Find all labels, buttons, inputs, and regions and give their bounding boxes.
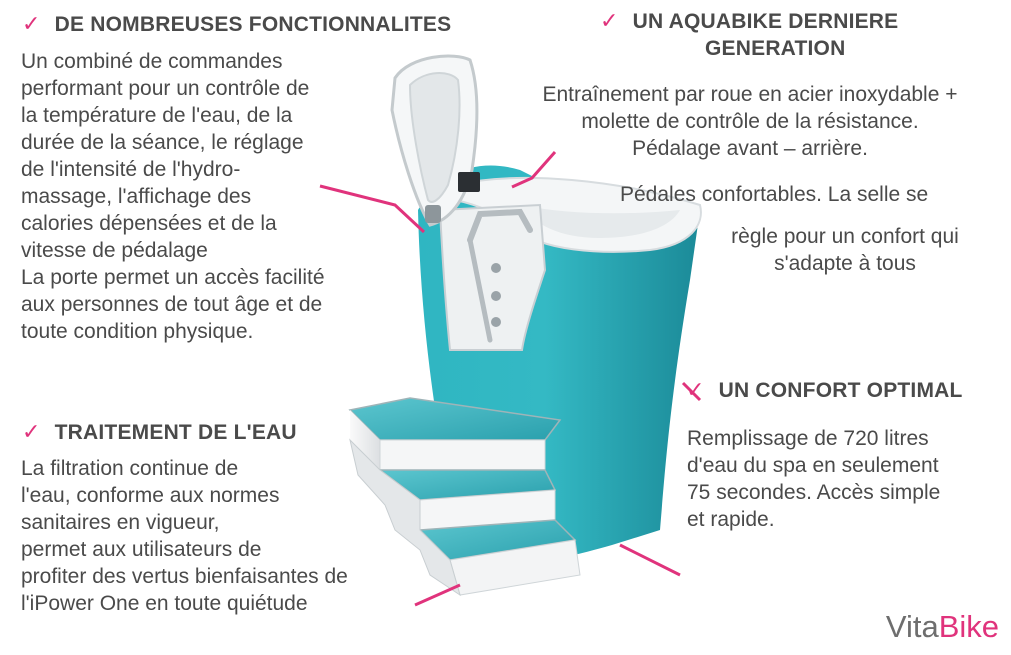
text-line: durée de la séance, le réglage bbox=[21, 131, 304, 154]
text-line: Pédalage avant – arrière. bbox=[632, 137, 868, 160]
heading-confort-text: UN CONFORT OPTIMAL bbox=[718, 379, 963, 402]
text-line: l'iPower One en toute quiétude bbox=[21, 592, 308, 615]
text-line: aux personnes de tout âge et de bbox=[21, 293, 323, 316]
text-line: règle pour un confort qui bbox=[731, 225, 959, 248]
heading-fonctionnalites-text: DE NOMBREUSES FONCTIONNALITES bbox=[54, 13, 452, 36]
text-fonctionnalites bbox=[21, 48, 325, 345]
logo-part-vita: Vita bbox=[885, 609, 939, 644]
text-line: de l'intensité de l'hydro- bbox=[21, 158, 241, 181]
text-line: molette de contrôle de la résistance. bbox=[581, 110, 919, 133]
heading-confort bbox=[686, 377, 963, 403]
logo-part-bike: Bike bbox=[938, 609, 999, 644]
heading-aquabike bbox=[600, 8, 898, 34]
text-line: performant pour un contrôle de bbox=[21, 77, 310, 100]
text-line: La filtration continue de bbox=[21, 457, 239, 480]
checkmark-icon: ✓ bbox=[686, 377, 705, 402]
text-line: massage, l'affichage des bbox=[21, 185, 252, 208]
stairs bbox=[350, 398, 580, 595]
text-line: et rapide. bbox=[687, 508, 775, 531]
text-line: permet aux utilisateurs de bbox=[21, 538, 262, 561]
heading-aquabike-line1: UN AQUABIKE DERNIERE bbox=[632, 10, 899, 33]
text-confort bbox=[687, 425, 940, 533]
text-line: 75 secondes. Accès simple bbox=[687, 481, 941, 504]
heading-traitement bbox=[22, 419, 297, 445]
text-line: profiter des vertus bienfaisantes de bbox=[21, 565, 348, 588]
checkmark-icon: ✓ bbox=[22, 11, 41, 36]
text-aquabike-bottom bbox=[690, 223, 1000, 277]
heading-fonctionnalites bbox=[22, 11, 451, 37]
text-traitement bbox=[21, 455, 348, 617]
text-aquabike-top bbox=[495, 81, 1005, 162]
text-line: Remplissage de 720 litres bbox=[687, 427, 929, 450]
checkmark-icon: ✓ bbox=[22, 419, 41, 444]
text-line: d'eau du spa en seulement bbox=[687, 454, 939, 477]
text-line: Un combiné de commandes bbox=[21, 50, 283, 73]
text-line: Entraînement par roue en acier inoxydable + bbox=[542, 83, 958, 106]
text-line: sanitaires en vigueur, bbox=[21, 511, 220, 534]
text-line: La porte permet un accès facilité bbox=[21, 266, 325, 289]
text-line: vitesse de pédalage bbox=[21, 239, 208, 262]
text-line: s'adapte à tous bbox=[774, 252, 916, 275]
text-line: toute condition physique. bbox=[21, 320, 254, 343]
heading-traitement-text: TRAITEMENT DE L'EAU bbox=[54, 421, 297, 444]
heading-aquabike-line2: GENERATION bbox=[705, 37, 846, 60]
vitabike-logo bbox=[886, 609, 999, 645]
checkmark-icon: ✓ bbox=[600, 8, 619, 33]
text-line: l'eau, conforme aux normes bbox=[21, 484, 280, 507]
text-line: calories dépensées et de la bbox=[21, 212, 277, 235]
text-line: la température de l'eau, de la bbox=[21, 104, 293, 127]
text-aquabike-line4: Pédales confortables. La selle se bbox=[620, 183, 929, 206]
